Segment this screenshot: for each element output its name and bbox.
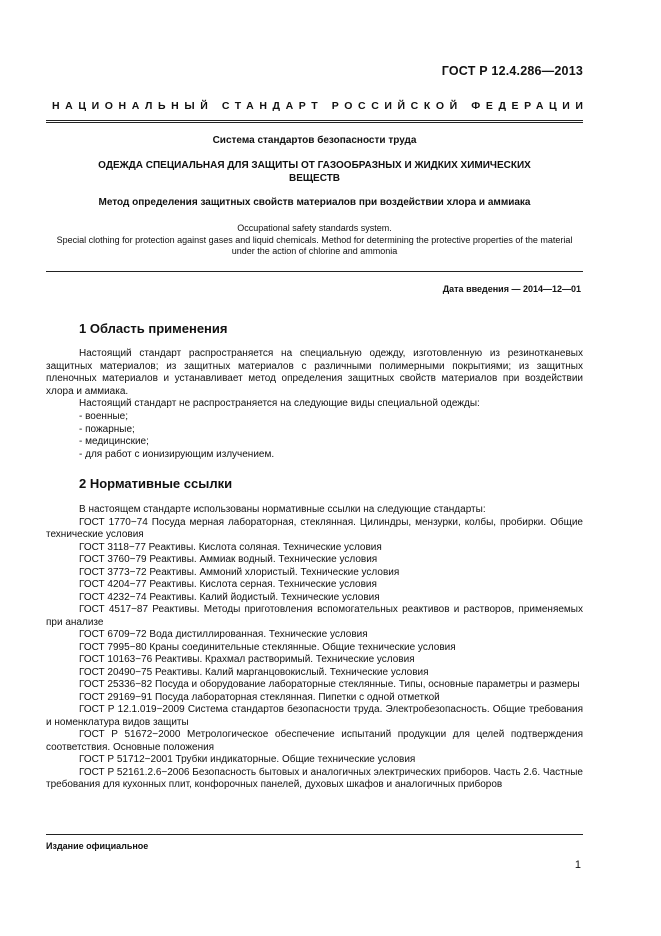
document-subtitle: Метод определения защитных свойств материалов при воздействии хлора и аммиака xyxy=(98,197,531,208)
reference-item: ГОСТ Р 52161.2.6−2006 Безопасность бытовых и аналогичных электрических приборов. Часть 2.6. Частные требования для кухонных плит, конфорочных панелей, духовых шкафов и аналогичных приборов xyxy=(46,766,583,790)
section1-paragraph-exclusions: Настоящий стандарт не распространяется на следующие виды специальной одежды: xyxy=(79,398,480,409)
header-rule-top xyxy=(46,120,583,121)
reference-item: ГОСТ 29169−91 Посуда лабораторная стеклянная. Пипетки с одной отметкой xyxy=(79,691,440,703)
page-number: 1 xyxy=(574,859,581,871)
document-title: ОДЕЖДА СПЕЦИАЛЬНАЯ ДЛЯ ЗАЩИТЫ ОТ ГАЗООБРАЗНЫХ И ЖИДКИХ ХИМИЧЕСКИХ ВЕЩЕСТВ xyxy=(98,160,531,184)
section1-paragraph-scope: Настоящий стандарт распространяется на специальную одежду, изготовленную из резинотканевых защитных материалов; из защитных материалов с различными полимерными покрытиями; из защитных пленочных материалов и устанавливает метод определения защитных свойств материалов при воздействии хлора и аммиака. xyxy=(46,348,583,397)
english-title-line1: Occupational safety standards system. xyxy=(237,223,392,233)
reference-item: ГОСТ 10163−76 Реактивы. Крахмал растворимый. Технические условия xyxy=(79,654,415,665)
footer-rule xyxy=(46,834,583,835)
reference-item: ГОСТ 6709−72 Вода дистиллированная. Технические условия xyxy=(79,629,368,640)
list-item: - для работ с ионизирующим излучением. xyxy=(79,448,275,460)
official-edition-label: Издание официальное xyxy=(46,841,149,851)
reference-item: ГОСТ 25336−82 Посуда и оборудование лабораторные стеклянные. Типы, основные параметры и размеры xyxy=(79,679,580,690)
reference-item: ГОСТ 7995−80 Краны соединительные стеклянные. Общие технические условия xyxy=(79,641,456,653)
standards-system-line: Система стандартов безопасности труда xyxy=(212,135,417,146)
list-item: - медицинские; xyxy=(79,436,149,447)
reference-item: ГОСТ 20490−75 Реактивы. Калий марганцовокислый. Технические условия xyxy=(79,666,429,678)
reference-item: ГОСТ 1770−74 Посуда мерная лабораторная, стеклянная. Цилиндры, мензурки, колбы, пробирки. Общие технические условия xyxy=(46,516,583,540)
introduction-date: Дата введения — 2014—12—01 xyxy=(442,284,581,294)
national-standard-banner: НАЦИОНАЛЬНЫЙ СТАНДАРТ РОССИЙСКОЙ ФЕДЕРАЦИИ xyxy=(52,100,589,112)
references-intro: В настоящем стандарте использованы нормативные ссылки на следующие стандарты: xyxy=(79,504,486,515)
exclusions-list xyxy=(79,411,583,461)
section2-heading: 2 Нормативные ссылки xyxy=(79,476,233,491)
section1-heading: 1 Область применения xyxy=(79,321,228,336)
reference-item: ГОСТ 4517−87 Реактивы. Методы приготовления вспомогательных реактивов и растворов, применяемых при анализе xyxy=(46,604,583,628)
reference-item: ГОСТ 4232−74 Реактивы. Калий йодистый. Технические условия xyxy=(79,591,380,603)
list-item: - военные; xyxy=(79,411,129,422)
header-rule-bottom xyxy=(46,122,583,123)
english-title xyxy=(46,223,583,258)
reference-item: ГОСТ Р 12.1.019−2009 Система стандартов безопасности труда. Электробезопасность. Общие требования и номенклатура видов защиты xyxy=(46,704,583,728)
english-title-line2: Special clothing for protection against gases and liquid chemicals. Method for determining the protective properties of the material under the action of chlorine and ammonia xyxy=(56,234,573,257)
reference-item: ГОСТ Р 51672−2000 Метрологическое обеспечение испытаний продукции для целей подтверждения соответствия. Основные положения xyxy=(46,729,583,753)
list-item: - пожарные; xyxy=(79,423,135,435)
document-number: ГОСТ Р 12.4.286—2013 xyxy=(441,64,583,78)
normative-references xyxy=(46,504,583,792)
reference-item: ГОСТ 3118−77 Реактивы. Кислота соляная. Технические условия xyxy=(79,541,382,553)
reference-item: ГОСТ 4204−77 Реактивы. Кислота серная. Технические условия xyxy=(79,579,377,590)
reference-item: ГОСТ 3760−79 Реактивы. Аммиак водный. Технические условия xyxy=(79,554,378,565)
title-block-rule xyxy=(46,271,583,272)
reference-item: ГОСТ Р 51712−2001 Трубки индикаторные. Общие технические условия xyxy=(79,754,416,765)
reference-item: ГОСТ 3773−72 Реактивы. Аммоний хлористый. Технические условия xyxy=(79,566,400,578)
